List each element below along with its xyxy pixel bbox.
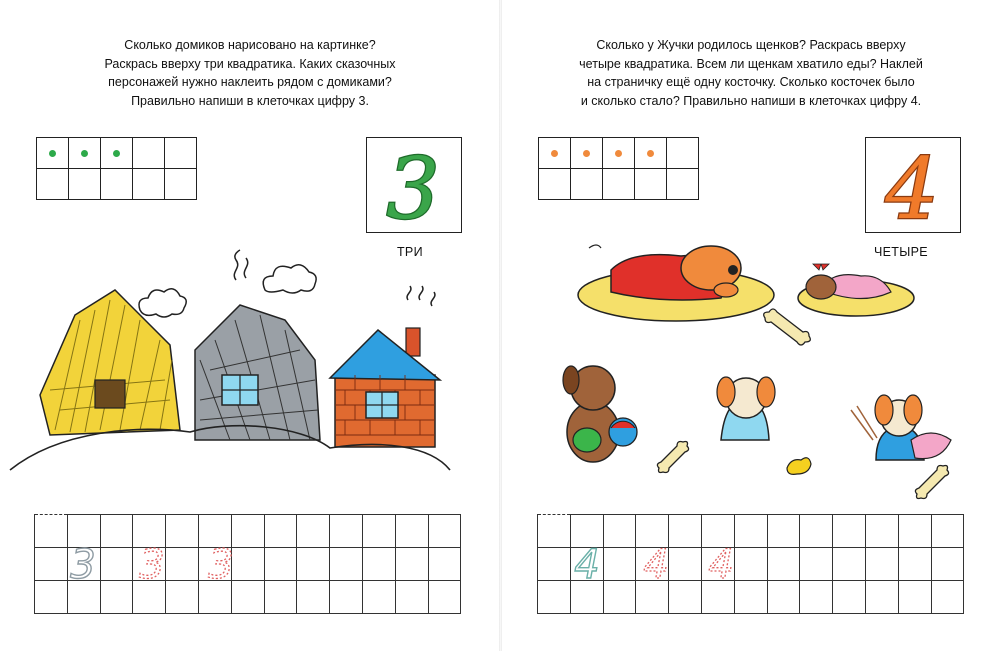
- grid-cell[interactable]: [198, 548, 231, 581]
- trace-digit-4: 4: [643, 542, 669, 588]
- grid-cell[interactable]: [603, 581, 636, 614]
- grid-cell[interactable]: [395, 581, 428, 614]
- grid-cell[interactable]: [362, 548, 395, 581]
- stick-house-icon: [195, 305, 320, 440]
- grid-cell[interactable]: [35, 581, 68, 614]
- grid-cell[interactable]: [100, 581, 133, 614]
- grid-cell[interactable]: [133, 581, 166, 614]
- puppy-knitting-icon: [851, 395, 951, 460]
- right-page: [501, 0, 1001, 651]
- grid-cell[interactable]: [833, 515, 866, 548]
- grid-cell[interactable]: [395, 548, 428, 581]
- digit-4: 4: [885, 140, 939, 231]
- instruction-line: Сколько у Жучки родилось щенков? Раскрась вверху: [596, 38, 906, 52]
- grid-cell[interactable]: [35, 548, 68, 581]
- grid-cell[interactable]: [231, 548, 264, 581]
- grid-cell[interactable]: [800, 548, 833, 581]
- puppies-illustration: [501, 0, 1001, 500]
- grid-cell[interactable]: [297, 548, 330, 581]
- grid-cell[interactable]: [35, 515, 68, 548]
- number-word-left: ТРИ: [397, 245, 423, 259]
- grid-cell[interactable]: [603, 548, 636, 581]
- grid-cell[interactable]: [931, 515, 964, 548]
- grid-cell[interactable]: [701, 515, 734, 548]
- number-word-right: ЧЕТЫРЕ: [874, 245, 928, 259]
- grid-cell[interactable]: [100, 515, 133, 548]
- grid-cell[interactable]: [701, 581, 734, 614]
- grid-cell[interactable]: [931, 548, 964, 581]
- trace-digit-3: 3: [208, 542, 234, 588]
- trace-digit-4: 4: [708, 542, 734, 588]
- grid-cell[interactable]: [570, 515, 603, 548]
- grid-cell[interactable]: [330, 515, 363, 548]
- straw-house-icon: [40, 290, 180, 435]
- grid-cell[interactable]: [428, 515, 461, 548]
- grid-cell[interactable]: [833, 548, 866, 581]
- grid-cell[interactable]: [100, 548, 133, 581]
- instruction-line: Правильно напиши в клеточках цифру 3.: [131, 93, 369, 108]
- grid-cell[interactable]: [428, 581, 461, 614]
- grid-cell[interactable]: [198, 581, 231, 614]
- puppy-with-toy-icon: [717, 377, 811, 474]
- instruction-line: персонажей нужно наклеить рядом с домиками?: [108, 75, 392, 89]
- grid-cell[interactable]: [800, 515, 833, 548]
- grid-cell[interactable]: [133, 548, 166, 581]
- grid-cell[interactable]: [362, 515, 395, 548]
- grid-cell[interactable]: [67, 581, 100, 614]
- writing-grid-left: [34, 514, 461, 614]
- puppy-with-ball-icon: [563, 366, 637, 462]
- grid-cell[interactable]: [330, 548, 363, 581]
- grid-cell[interactable]: [67, 548, 100, 581]
- grid-cell[interactable]: [636, 581, 669, 614]
- grid-cell[interactable]: [297, 515, 330, 548]
- grid-cell[interactable]: [603, 515, 636, 548]
- grid-cell[interactable]: [133, 515, 166, 548]
- grid-cell[interactable]: [395, 515, 428, 548]
- grid-cell[interactable]: [701, 548, 734, 581]
- grid-cell[interactable]: [428, 548, 461, 581]
- instruction-line: Сколько домиков нарисовано на картинке?: [124, 38, 376, 52]
- grid-cell[interactable]: [67, 515, 100, 548]
- grid-cell[interactable]: [538, 581, 571, 614]
- grid-cell[interactable]: [669, 515, 702, 548]
- grid-cell[interactable]: [800, 581, 833, 614]
- grid-cell[interactable]: [362, 581, 395, 614]
- trace-digit-4: 4: [574, 542, 600, 588]
- grid-cell[interactable]: [898, 515, 931, 548]
- grid-cell[interactable]: [767, 581, 800, 614]
- grid-cell[interactable]: [264, 581, 297, 614]
- grid-cell[interactable]: [330, 581, 363, 614]
- grid-cell[interactable]: [297, 581, 330, 614]
- left-page: [0, 0, 500, 651]
- grid-cell[interactable]: [734, 515, 767, 548]
- grid-cell[interactable]: [231, 515, 264, 548]
- smoke-cloud-icon: [139, 265, 316, 317]
- three-houses-illustration: [0, 0, 500, 500]
- trace-digit-3: 3: [70, 542, 96, 588]
- digit-3: 3: [386, 140, 440, 231]
- grid-cell[interactable]: [898, 581, 931, 614]
- grid-cell[interactable]: [865, 581, 898, 614]
- grid-cell[interactable]: [570, 548, 603, 581]
- grid-cell[interactable]: [669, 581, 702, 614]
- grid-cell[interactable]: [264, 548, 297, 581]
- grid-cell[interactable]: [538, 515, 571, 548]
- grid-cell[interactable]: [198, 515, 231, 548]
- grid-cell[interactable]: [865, 548, 898, 581]
- grid-cell[interactable]: [166, 515, 199, 548]
- instruction-line: четыре квадратика. Всем ли щенкам хватило еды? Наклей: [579, 56, 923, 71]
- brick-house-icon: [330, 328, 440, 447]
- grid-cell[interactable]: [734, 548, 767, 581]
- grid-cell[interactable]: [231, 581, 264, 614]
- sleeping-puppy-icon: [798, 264, 914, 316]
- grid-cell[interactable]: [898, 548, 931, 581]
- grid-cell[interactable]: [669, 548, 702, 581]
- grid-cell[interactable]: [570, 581, 603, 614]
- grid-cell[interactable]: [636, 548, 669, 581]
- instruction-line: на страничку ещё одну косточку. Сколько косточек было: [587, 75, 915, 89]
- grid-cell[interactable]: [264, 515, 297, 548]
- instruction-line: Раскрась вверху три квадратика. Каких сказочных: [104, 56, 396, 71]
- instruction-line: и сколько стало? Правильно напиши в клеточках цифру 4.: [580, 93, 922, 108]
- grid-cell[interactable]: [767, 548, 800, 581]
- writing-grid-right: [537, 514, 964, 614]
- grid-cell[interactable]: [166, 581, 199, 614]
- trace-digit-3: 3: [139, 542, 165, 588]
- grid-cell[interactable]: [166, 548, 199, 581]
- grid-cell[interactable]: [636, 515, 669, 548]
- grid-cell[interactable]: [734, 581, 767, 614]
- grid-cell[interactable]: [931, 581, 964, 614]
- grid-cell[interactable]: [767, 515, 800, 548]
- grid-cell[interactable]: [538, 548, 571, 581]
- grid-cell[interactable]: [833, 581, 866, 614]
- grid-cell[interactable]: [865, 515, 898, 548]
- mother-dog-icon: [578, 245, 774, 321]
